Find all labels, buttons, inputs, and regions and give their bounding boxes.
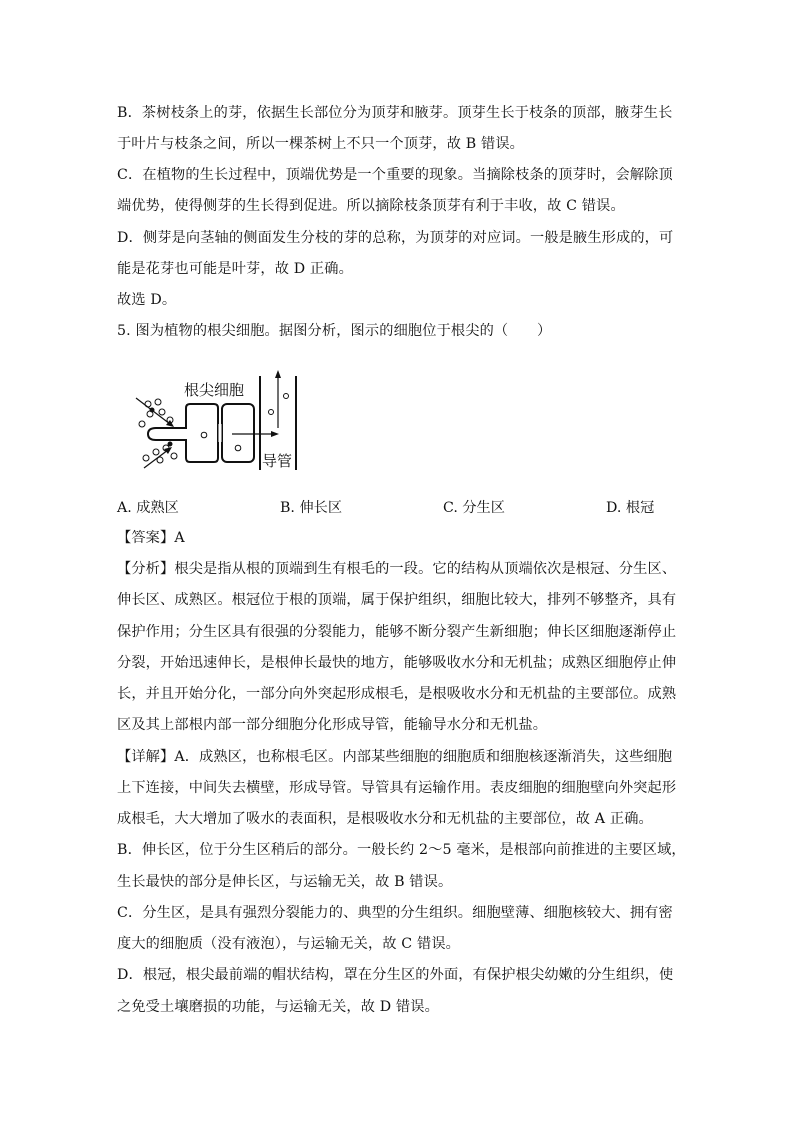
text-line: C．在植物的生长过程中，顶端优势是一个重要的现象。当摘除枝条的顶芽时，会解除顶 xyxy=(117,167,673,183)
detail-line: 之免受土壤磨损的功能，与运输无关，故 D 错误。 xyxy=(117,999,439,1015)
option-b: B. 伸长区 xyxy=(280,500,343,516)
detail-line: D．根冠，根尖最前端的帽状结构，罩在分生区的外面，有保护根尖幼嫩的分生组织，使 xyxy=(117,967,674,983)
option-c: C. 分生区 xyxy=(443,500,505,516)
text-line: 于叶片与枝条之间，所以一棵茶树上不只一个顶芽，故 B 错误。 xyxy=(117,136,525,152)
analysis-line: 分裂，开始迅速伸长，是根伸长最快的地方，能够吸收水分和无机盐；成熟区细胞停止伸 xyxy=(117,655,677,671)
option-a: A. 成熟区 xyxy=(117,500,179,516)
analysis-line: 【分析】根尖是指从根的顶端到生有根毛的一段。它的结构从顶端依次是根冠、分生区、 xyxy=(117,561,677,577)
detail-line: 上下连接，中间失去横壁，形成导管。导管具有运输作用。表皮细胞的细胞壁向外突起形 xyxy=(117,780,677,796)
text-line: D．侧芽是向茎轴的侧面发生分枝的芽的总称，为顶芽的对应词。一般是腋生形成的，可 xyxy=(117,230,674,246)
root-cell-figure xyxy=(130,368,310,474)
text-line: 能是花芽也可能是叶芽，故 D 正确。 xyxy=(117,261,353,277)
label-root-cell: 根尖细胞 xyxy=(184,381,245,399)
text-line: B．茶树枝条上的芽，依据生长部位分为顶芽和腋芽。顶芽生长于枝条的顶部，腋芽生长 xyxy=(117,105,673,121)
option-d: D. 根冠 xyxy=(606,500,655,516)
label-vessel: 导管 xyxy=(262,452,293,470)
detail-line: B．伸长区，位于分生区稍后的部分。一般长约 2～5 毫米，是根部向前推进的主要区域， xyxy=(117,842,686,858)
analysis-line: 长，并且开始分化，一部分向外突起形成根毛，是根吸收水分和无机盐的主要部位。成熟 xyxy=(117,686,677,702)
detail-line: 度大的细胞质（没有液泡），与运输无关，故 C 错误。 xyxy=(117,936,460,952)
answer-label: 【答案】A xyxy=(117,530,185,546)
analysis-line: 伸长区、成熟区。根冠位于根的顶端，属于保护组织，细胞比较大，排列不够整齐，具有 xyxy=(117,592,677,608)
detail-line: C．分生区，是具有强烈分裂能力的、典型的分生组织。细胞壁薄、细胞核较大、拥有密 xyxy=(117,905,673,921)
text-line: 端优势，使得侧芽的生长得到促进。所以摘除枝条顶芽有利于丰收，故 C 错误。 xyxy=(117,198,625,214)
analysis-line: 保护作用；分生区具有很强的分裂能力，能够不断分裂产生新细胞；伸长区细胞逐渐停止 xyxy=(117,624,677,640)
detail-line: 【详解】A．成熟区，也称根毛区。内部某些细胞的细胞质和细胞核逐渐消失，这些细胞 xyxy=(117,749,673,765)
detail-line: 生长最快的部分是伸长区，与运输无关，故 B 错误。 xyxy=(117,874,453,890)
detail-line: 成根毛，大大增加了吸水的表面积，是根吸收水分和无机盐的主要部位，故 A 正确。 xyxy=(117,811,653,827)
text-line: 故选 D。 xyxy=(117,292,177,308)
analysis-line: 区及其上部根内部一部分细胞分化形成导管，能输导水分和无机盐。 xyxy=(117,717,548,733)
question-stem: 5. 图为植物的根尖细胞。据图分析，图示的细胞位于根尖的（ ） xyxy=(117,323,552,339)
